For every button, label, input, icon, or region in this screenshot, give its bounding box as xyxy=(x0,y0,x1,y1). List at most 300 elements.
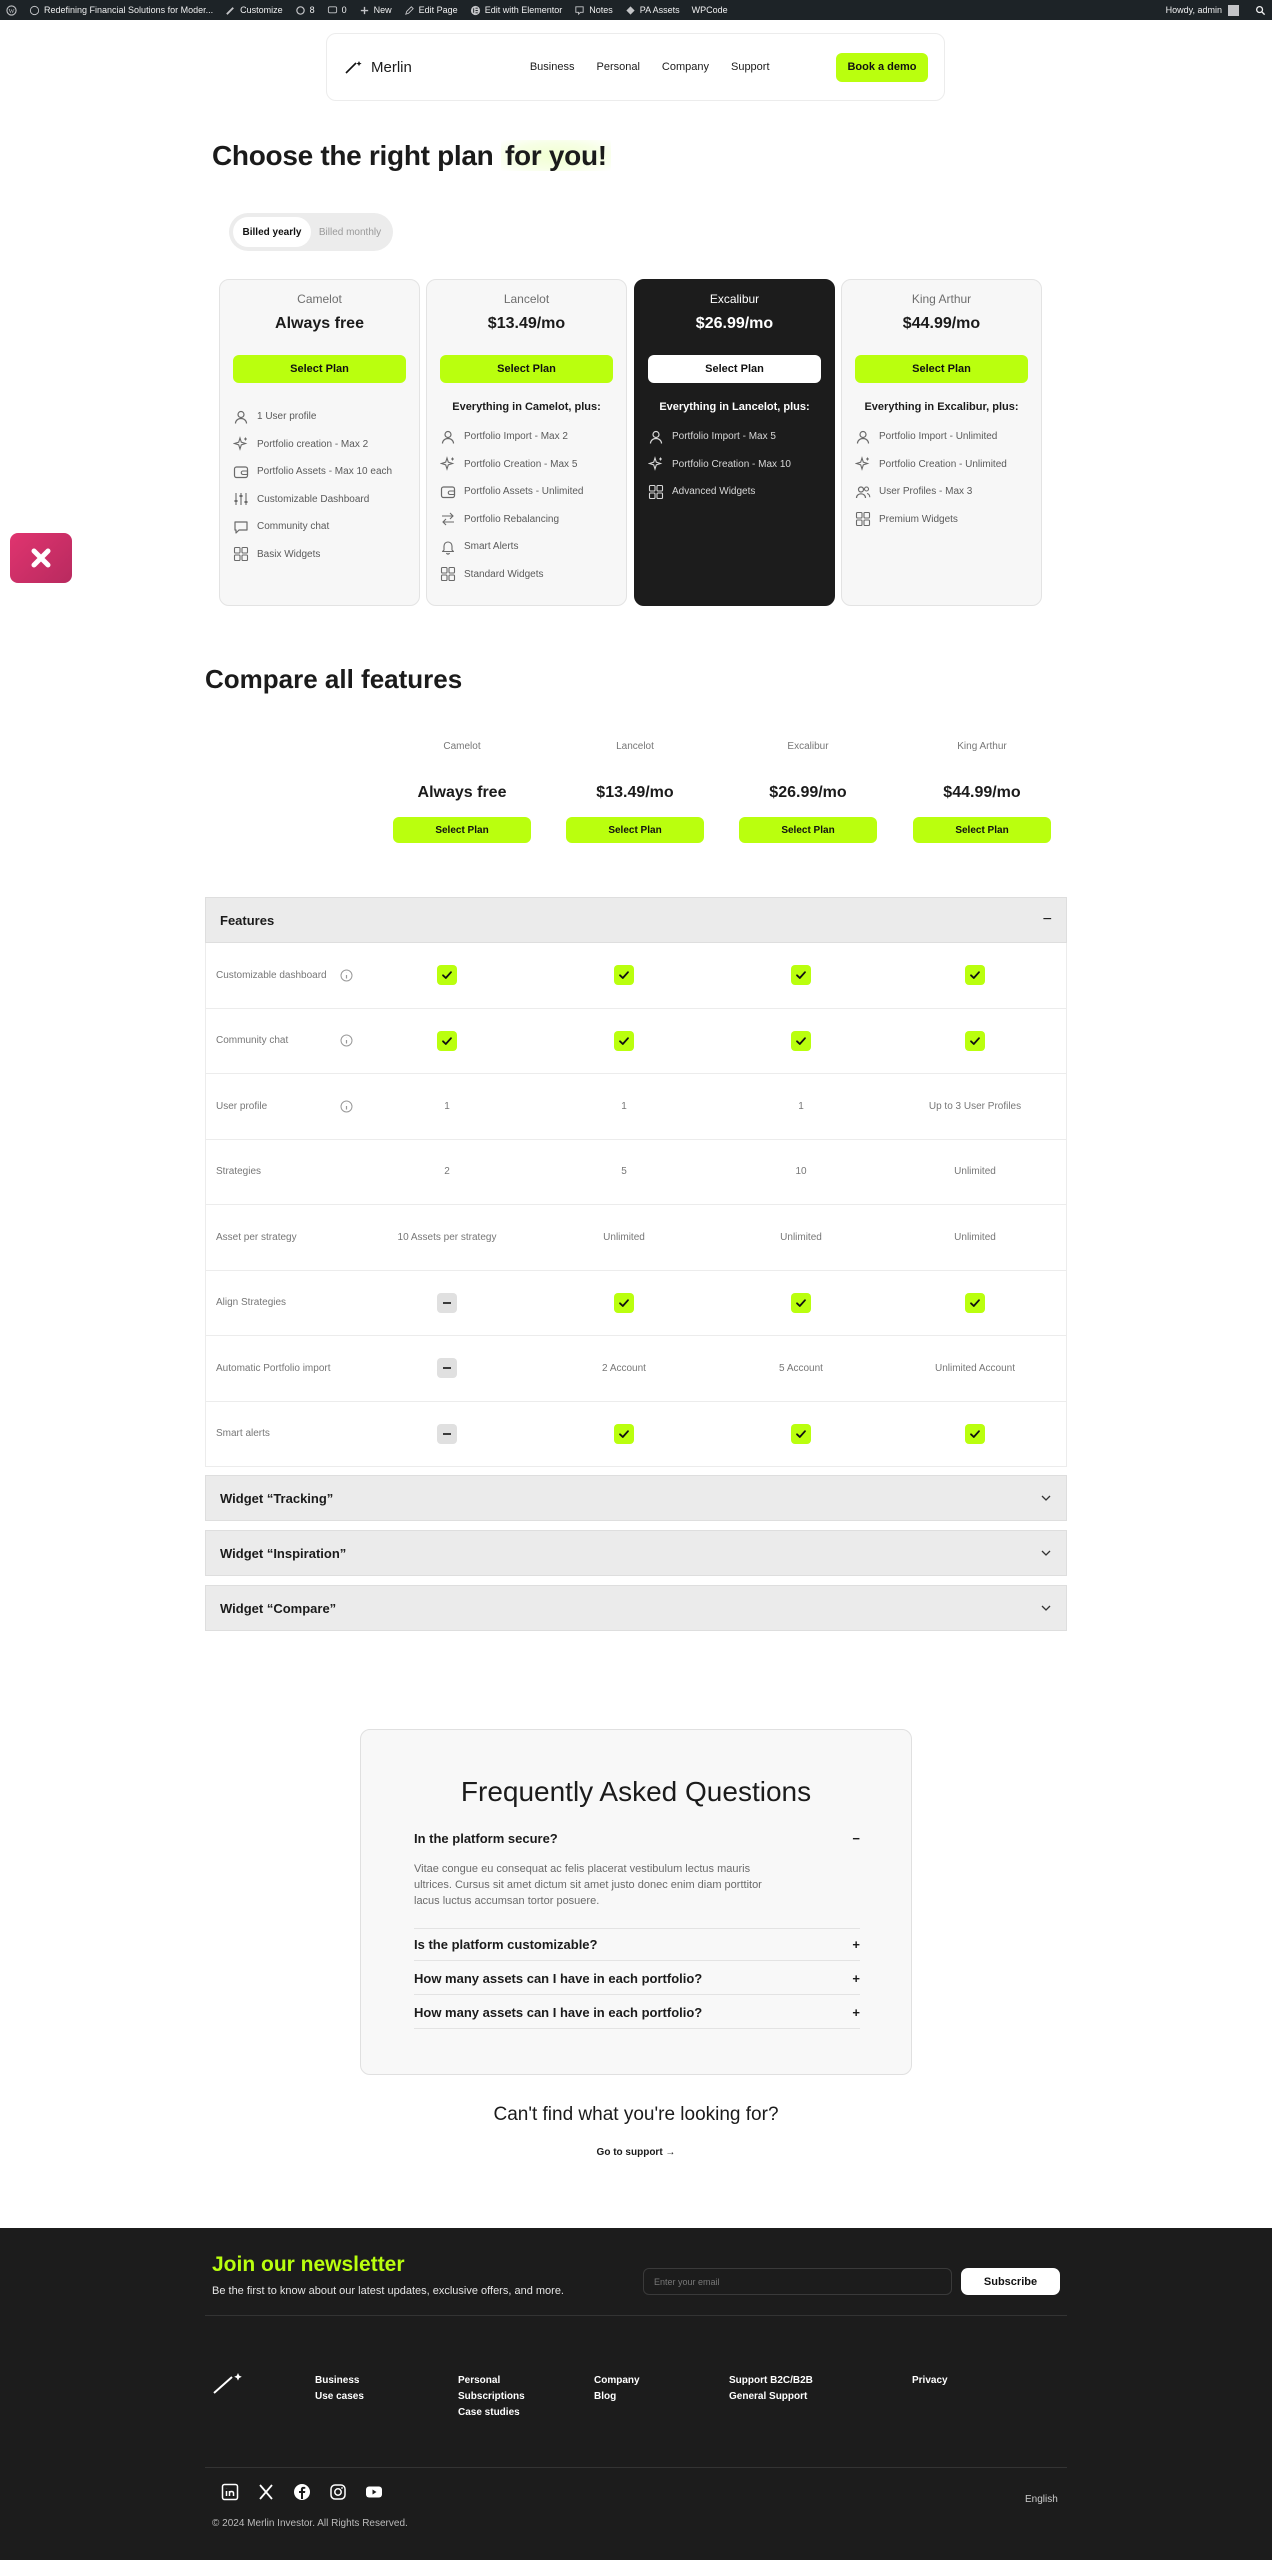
plan-price: $13.49/mo xyxy=(487,315,566,332)
subscribe-button[interactable]: Subscribe xyxy=(961,2268,1060,2295)
dash-icon xyxy=(441,1362,453,1374)
search-icon[interactable] xyxy=(1255,5,1266,16)
widgets-icon xyxy=(440,566,456,582)
page-title xyxy=(212,140,611,172)
plan-feature-label: User Profiles - Max 3 xyxy=(879,486,973,498)
faq-question-2[interactable] xyxy=(414,1937,860,1952)
plan-card-camelot xyxy=(219,279,420,606)
plan-card-lancelot xyxy=(426,279,627,606)
page-title-main: Choose the right plan xyxy=(212,140,501,171)
facebook-icon[interactable] xyxy=(293,2483,311,2501)
feature-label: Strategies xyxy=(216,1166,262,1178)
sparkle-icon xyxy=(648,456,664,472)
footer-link-case-studies[interactable]: Case studies xyxy=(458,2407,520,2418)
feature-cell xyxy=(554,1166,694,1177)
compare-select-plan-button[interactable]: Select Plan xyxy=(913,817,1051,843)
footer xyxy=(0,2228,1272,2560)
feature-row xyxy=(205,1271,1067,1337)
plan-feature-label: Portfolio Creation - Max 5 xyxy=(464,458,578,470)
select-plan-button[interactable]: Select Plan xyxy=(440,355,613,383)
floating-close-widget[interactable] xyxy=(10,533,72,583)
elementor-icon xyxy=(470,5,481,16)
select-plan-button[interactable]: Select Plan xyxy=(648,355,821,383)
feature-cell xyxy=(377,1166,517,1177)
plan-feature xyxy=(440,506,613,534)
feature-row xyxy=(205,943,1067,1009)
widgets-icon xyxy=(855,511,871,527)
plan-feature xyxy=(233,486,406,514)
footer-link-support[interactable]: Support B2C/B2B xyxy=(729,2375,813,2386)
admin-notes-link[interactable]: Notes xyxy=(574,5,613,16)
divider xyxy=(205,2315,1067,2316)
compare-select-plan-button[interactable]: Select Plan xyxy=(739,817,877,843)
go-to-support-link[interactable]: Go to support → xyxy=(596,2147,676,2158)
plan-card-king-arthur xyxy=(841,279,1042,606)
plan-includes: Everything in Lancelot, plus: xyxy=(659,401,810,413)
refresh-icon xyxy=(295,5,306,16)
feature-label: Smart alerts xyxy=(216,1428,270,1440)
x-twitter-icon[interactable] xyxy=(257,2483,275,2501)
feature-value: Unlimited xyxy=(603,1231,645,1243)
divider xyxy=(414,1994,860,1995)
compare-title: Compare all features xyxy=(205,664,463,694)
compare-plan-name: King Arthur xyxy=(957,741,1007,752)
feature-value: Unlimited xyxy=(954,1166,996,1178)
plan-features xyxy=(648,423,821,506)
feature-cell xyxy=(905,1101,1045,1112)
plan-includes: Everything in Camelot, plus: xyxy=(452,401,601,413)
wand-icon xyxy=(343,59,365,75)
plan-feature-label: Smart Alerts xyxy=(464,541,519,553)
logo[interactable] xyxy=(343,59,412,76)
faq-question-text: Is the platform customizable? xyxy=(414,1937,598,1952)
check-icon xyxy=(618,969,630,981)
plan-features xyxy=(233,403,406,568)
plan-includes: Everything in Excalibur, plus: xyxy=(864,401,1019,413)
feature-label: Align Strategies xyxy=(216,1297,287,1309)
language-selector[interactable]: English xyxy=(1025,2494,1058,2505)
dash-badge xyxy=(437,1424,457,1444)
info-icon[interactable] xyxy=(340,969,353,982)
cant-find-heading: Can't find what you're looking for? xyxy=(493,2104,779,2125)
check-icon xyxy=(795,1297,807,1309)
plan-feature-label: Portfolio Creation - Max 10 xyxy=(672,458,791,470)
feature-value: 10 Assets per strategy xyxy=(397,1231,497,1243)
plan-price: $26.99/mo xyxy=(695,315,774,332)
footer-link-blog[interactable]: Blog xyxy=(594,2391,617,2402)
check-badge xyxy=(965,1293,985,1313)
plan-feature-label: Portfolio Import - Max 5 xyxy=(672,431,776,443)
footer-link-business[interactable]: Business xyxy=(315,2375,360,2386)
check-badge xyxy=(965,965,985,985)
plan-feature-label: Customizable Dashboard xyxy=(257,493,370,505)
collapse-icon[interactable]: − xyxy=(1042,911,1052,928)
feature-row xyxy=(205,1074,1067,1140)
feature-cell xyxy=(731,1232,871,1243)
chevron-down-icon xyxy=(1040,1547,1052,1559)
admin-wpcode-link[interactable]: WPCode xyxy=(691,5,728,15)
divider xyxy=(205,2467,1067,2468)
widget-accordion[interactable] xyxy=(205,1585,1067,1631)
billing-toggle xyxy=(229,213,393,251)
feature-row xyxy=(205,1336,1067,1402)
diamond-icon xyxy=(625,5,636,16)
check-icon xyxy=(969,1297,981,1309)
feature-cell xyxy=(905,1363,1045,1374)
plan-name: King Arthur xyxy=(911,292,972,306)
pencil-icon xyxy=(404,5,415,16)
feature-cell xyxy=(377,1358,517,1378)
feature-cell xyxy=(731,1031,871,1051)
feature-label: Automatic Portfolio import xyxy=(216,1362,331,1374)
copyright: © 2024 Merlin Investor. All Rights Reserved. xyxy=(212,2518,408,2529)
plan-feature xyxy=(233,403,406,431)
page-title-highlight: for you! xyxy=(501,140,611,171)
feature-value: 10 xyxy=(795,1166,807,1178)
accordion-title: Widget “Tracking” xyxy=(220,1490,334,1506)
features-title: Features xyxy=(220,912,275,928)
feature-cell xyxy=(731,1424,871,1444)
feature-cell xyxy=(905,1166,1045,1177)
feature-cell xyxy=(905,1293,1045,1313)
check-icon xyxy=(618,1297,630,1309)
feature-cell xyxy=(377,1232,517,1243)
instagram-icon[interactable] xyxy=(329,2483,347,2501)
user-icon xyxy=(648,429,664,445)
plan-card-excalibur xyxy=(634,279,835,606)
feature-row xyxy=(205,1009,1067,1075)
chevron-down-icon xyxy=(1040,1602,1052,1614)
accordion-title: Widget “Inspiration” xyxy=(220,1545,347,1561)
feature-cell xyxy=(905,965,1045,985)
plan-feature xyxy=(855,423,1028,451)
compare-plan-name: Excalibur xyxy=(787,741,829,752)
dash-badge xyxy=(437,1358,457,1378)
compare-plan-price: Always free xyxy=(417,784,507,801)
compare-select-plan-button[interactable]: Select Plan xyxy=(393,817,531,843)
plan-feature-label: Standard Widgets xyxy=(464,568,544,580)
plan-feature-label: Basix Widgets xyxy=(257,548,321,560)
faq-question-4[interactable] xyxy=(414,2005,860,2020)
check-badge xyxy=(614,965,634,985)
faq-answer-1: Vitae congue eu consequat ac felis placerat vestibulum lectus mauris ultrices. Cursus sit amet dictum sit amet justo donec enim diam porttitor lacus luctus accumsan tortor posuere. xyxy=(414,1863,762,1907)
feature-value: 1 xyxy=(798,1100,804,1112)
feature-cell xyxy=(554,965,694,985)
check-badge xyxy=(965,1031,985,1051)
features-header[interactable] xyxy=(205,897,1067,943)
svg-text:W: W xyxy=(8,7,15,15)
admin-updates-link[interactable]: 8 xyxy=(295,5,315,16)
admin-pa-assets-link[interactable]: PA Assets xyxy=(625,5,680,16)
plan-feature xyxy=(855,478,1028,506)
feature-cell xyxy=(554,1363,694,1374)
feature-value: Up to 3 User Profiles xyxy=(928,1100,1022,1112)
users-icon xyxy=(855,484,871,500)
info-icon[interactable] xyxy=(340,1034,353,1047)
faq-question-text: In the platform secure? xyxy=(414,1831,558,1846)
plan-feature xyxy=(440,451,613,479)
compare-plan-name: Camelot xyxy=(443,741,481,752)
footer-link-company[interactable]: Company xyxy=(594,2375,640,2386)
info-icon[interactable] xyxy=(340,1100,353,1113)
plan-feature xyxy=(233,458,406,486)
admin-bar xyxy=(0,0,1272,20)
user-icon xyxy=(855,429,871,445)
check-badge xyxy=(614,1031,634,1051)
check-icon xyxy=(969,1428,981,1440)
feature-label: User profile xyxy=(216,1100,268,1112)
wordpress-logo-icon[interactable] xyxy=(6,5,17,16)
plan-feature-label: Portfolio Import - Max 2 xyxy=(464,431,568,443)
youtube-icon[interactable] xyxy=(365,2483,383,2501)
faq-title: Frequently Asked Questions xyxy=(460,1776,812,1807)
plan-feature-label: Portfolio Rebalancing xyxy=(464,513,560,525)
feature-cell xyxy=(377,1424,517,1444)
feature-row xyxy=(205,1205,1067,1271)
check-badge xyxy=(791,1424,811,1444)
plan-features xyxy=(440,423,613,588)
admin-site-link[interactable]: Redefining Financial Solutions for Moder... xyxy=(29,5,213,16)
footer-link-use-cases[interactable]: Use cases xyxy=(315,2391,364,2402)
sparkle-icon xyxy=(233,436,249,452)
faq-question-text: How many assets can I have in each portfolio? xyxy=(414,2005,703,2020)
billed-monthly-option[interactable]: Billed monthly xyxy=(318,226,382,238)
faq-question-text: How many assets can I have in each portfolio? xyxy=(414,1971,703,1986)
plus-icon xyxy=(359,5,370,16)
nav-link-support[interactable]: Support xyxy=(730,61,770,73)
plan-feature-label: 1 User profile xyxy=(257,411,317,423)
faq-panel xyxy=(360,1729,912,2075)
plan-feature xyxy=(233,431,406,459)
minus-icon[interactable]: − xyxy=(852,1831,860,1846)
footer-column-support xyxy=(729,2373,813,2405)
newsletter-subtitle: Be the first to know about our latest updates, exclusive offers, and more. xyxy=(212,2285,564,2297)
plan-feature xyxy=(233,513,406,541)
feature-cell xyxy=(554,1101,694,1112)
accordion-title: Widget “Compare” xyxy=(220,1600,337,1616)
newsletter-title: Join our newsletter xyxy=(212,2253,405,2276)
check-badge xyxy=(791,965,811,985)
plan-feature xyxy=(440,561,613,589)
footer-column-personal xyxy=(458,2373,525,2421)
plan-feature-label: Portfolio Assets - Unlimited xyxy=(464,486,584,498)
nav-link-company[interactable]: Company xyxy=(661,61,709,73)
feature-cell xyxy=(377,1101,517,1112)
plan-features xyxy=(855,423,1028,533)
footer-link-privacy[interactable]: Privacy xyxy=(912,2375,948,2386)
plan-feature-label: Portfolio Creation - Unlimited xyxy=(879,458,1007,470)
feature-value: 5 Account xyxy=(779,1362,823,1374)
feature-cell xyxy=(731,1166,871,1177)
plan-name: Lancelot xyxy=(503,292,550,306)
compare-plan-price: $26.99/mo xyxy=(769,784,847,801)
billed-yearly-option[interactable]: Billed yearly xyxy=(233,217,311,247)
feature-value: Unlimited xyxy=(780,1231,822,1243)
feature-cell xyxy=(554,1293,694,1313)
plan-feature xyxy=(648,451,821,479)
feature-value: 2 Account xyxy=(602,1362,646,1374)
feature-cell xyxy=(731,965,871,985)
sliders-icon xyxy=(233,491,249,507)
plan-feature-label: Portfolio Import - Unlimited xyxy=(879,431,998,443)
check-icon xyxy=(441,969,453,981)
support-link-wrap xyxy=(0,2147,1272,2158)
divider xyxy=(414,1960,860,1961)
chevron-down-icon xyxy=(1040,1492,1052,1504)
footer-column-company xyxy=(594,2373,640,2405)
rebalance-icon xyxy=(440,511,456,527)
feature-cell xyxy=(731,1363,871,1374)
plus-icon[interactable]: + xyxy=(852,2005,860,2020)
main-nav xyxy=(326,33,945,101)
feature-cell xyxy=(377,1031,517,1051)
sparkle-icon xyxy=(440,456,456,472)
footer-logo-wand-icon[interactable] xyxy=(212,2370,246,2396)
check-icon xyxy=(618,1035,630,1047)
user-icon xyxy=(440,429,456,445)
plus-icon[interactable]: + xyxy=(852,1971,860,1986)
wallet-icon xyxy=(440,484,456,500)
compare-column-camelot xyxy=(392,741,532,843)
footer-link-personal[interactable]: Personal xyxy=(458,2375,501,2386)
social-links xyxy=(221,2483,383,2501)
check-badge xyxy=(965,1424,985,1444)
select-plan-button[interactable]: Select Plan xyxy=(233,355,406,383)
wallet-icon xyxy=(233,464,249,480)
feature-value: 2 xyxy=(444,1166,450,1178)
linkedin-icon[interactable] xyxy=(221,2483,239,2501)
plan-feature xyxy=(855,451,1028,479)
brush-icon xyxy=(225,5,236,16)
compare-column-excalibur xyxy=(738,741,878,843)
comment-icon xyxy=(327,5,338,16)
compare-column-king-arthur xyxy=(912,741,1052,843)
faq-question-3[interactable] xyxy=(414,1971,860,1986)
compare-plan-price: $13.49/mo xyxy=(596,784,674,801)
check-icon xyxy=(969,969,981,981)
howdy-link[interactable]: Howdy, admin xyxy=(1165,5,1222,15)
plan-feature xyxy=(440,533,613,561)
features-table xyxy=(205,897,1067,1467)
divider xyxy=(414,1928,860,1929)
plan-price: Always free xyxy=(275,315,364,332)
plan-feature-label: Portfolio Assets - Max 10 each xyxy=(257,466,393,478)
check-badge xyxy=(791,1293,811,1313)
plan-feature xyxy=(648,478,821,506)
feature-value: 1 xyxy=(621,1100,627,1112)
feature-value: Unlimited xyxy=(954,1231,996,1243)
feature-cell xyxy=(554,1031,694,1051)
plan-name: Excalibur xyxy=(709,292,760,306)
widget-accordion[interactable] xyxy=(205,1530,1067,1576)
compare-select-plan-button[interactable]: Select Plan xyxy=(566,817,704,843)
bell-icon xyxy=(440,539,456,555)
close-icon xyxy=(27,544,55,572)
footer-link-subscriptions[interactable]: Subscriptions xyxy=(458,2391,525,2402)
feature-label: Community chat xyxy=(216,1035,289,1047)
feature-row xyxy=(205,1402,1067,1468)
compare-plan-name: Lancelot xyxy=(616,741,654,752)
logo-text: Merlin xyxy=(371,58,412,76)
plan-feature-label: Advanced Widgets xyxy=(672,486,756,498)
check-icon xyxy=(441,1035,453,1047)
plan-feature xyxy=(440,423,613,451)
book-demo-button[interactable]: Book a demo xyxy=(836,53,928,82)
dash-icon xyxy=(441,1297,453,1309)
plan-feature xyxy=(648,423,821,451)
check-badge xyxy=(614,1293,634,1313)
feature-value: 5 xyxy=(621,1166,627,1178)
feature-cell xyxy=(905,1424,1045,1444)
footer-link-general-support[interactable]: General Support xyxy=(729,2391,808,2402)
check-badge xyxy=(614,1424,634,1444)
admin-customize-link[interactable]: Customize xyxy=(225,5,283,16)
nav-link-business[interactable]: Business xyxy=(529,61,575,73)
feature-cell xyxy=(731,1101,871,1112)
user-icon xyxy=(233,409,249,425)
feature-label: Customizable dashboard xyxy=(216,969,327,981)
plan-feature-label: Community chat xyxy=(257,521,330,533)
admin-comments-link[interactable]: 0 xyxy=(327,5,347,16)
feature-value: 1 xyxy=(444,1100,450,1112)
sparkle-icon xyxy=(855,456,871,472)
admin-elementor-link[interactable]: Edit with Elementor xyxy=(470,5,563,16)
check-icon xyxy=(618,1428,630,1440)
plan-feature xyxy=(440,478,613,506)
plan-feature-label: Premium Widgets xyxy=(879,513,958,525)
compare-column-lancelot xyxy=(565,741,705,843)
widgets-icon xyxy=(648,484,664,500)
check-icon xyxy=(795,969,807,981)
home-icon xyxy=(29,5,40,16)
widget-accordion[interactable] xyxy=(205,1475,1067,1521)
note-icon xyxy=(574,5,585,16)
feature-cell xyxy=(377,965,517,985)
faq-question-1[interactable] xyxy=(414,1831,860,1846)
check-badge xyxy=(437,965,457,985)
select-plan-button[interactable]: Select Plan xyxy=(855,355,1028,383)
nav-link-personal[interactable]: Personal xyxy=(596,61,640,73)
plan-feature-label: Portfolio creation - Max 2 xyxy=(257,438,369,450)
check-badge xyxy=(437,1031,457,1051)
feature-label: Asset per strategy xyxy=(216,1231,297,1243)
check-icon xyxy=(795,1428,807,1440)
feature-value: Unlimited Account xyxy=(934,1362,1016,1374)
avatar[interactable] xyxy=(1228,5,1239,16)
email-input[interactable] xyxy=(643,2268,952,2295)
chat-icon xyxy=(233,519,249,535)
admin-new-link[interactable]: New xyxy=(359,5,392,16)
plan-price: $44.99/mo xyxy=(902,315,981,332)
check-icon xyxy=(969,1035,981,1047)
plan-name: Camelot xyxy=(297,292,342,306)
feature-cell xyxy=(905,1232,1045,1243)
admin-edit-page-link[interactable]: Edit Page xyxy=(404,5,458,16)
footer-column-business xyxy=(315,2373,364,2405)
dash-icon xyxy=(441,1428,453,1440)
feature-cell xyxy=(554,1424,694,1444)
feature-cell xyxy=(377,1293,517,1313)
plus-icon[interactable]: + xyxy=(852,1937,860,1952)
plan-feature xyxy=(855,506,1028,534)
footer-column-privacy xyxy=(912,2373,948,2389)
divider xyxy=(414,2028,860,2029)
compare-plan-price: $44.99/mo xyxy=(943,784,1021,801)
widgets-icon xyxy=(233,546,249,562)
feature-cell xyxy=(554,1232,694,1243)
plan-feature xyxy=(233,541,406,569)
check-icon xyxy=(795,1035,807,1047)
